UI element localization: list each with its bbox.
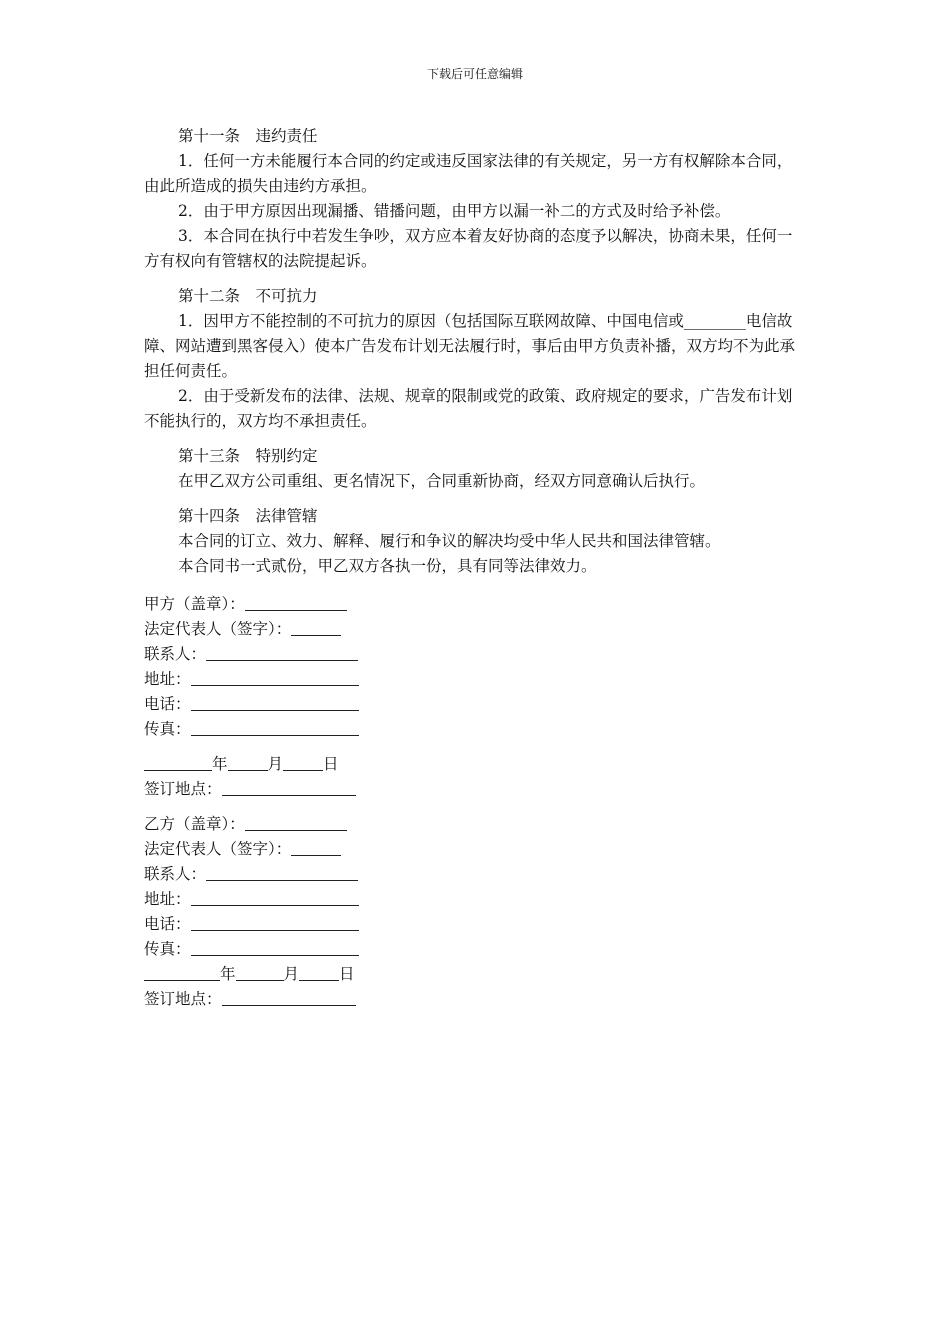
contract-body xyxy=(144,124,806,579)
party-b-contact-field[interactable] xyxy=(206,862,358,881)
section-11-para-3: 3．本合同在执行中若发生争吵，双方应本着友好协商的态度予以解决，协商未果，任何一方有权向有管辖权的法院提起诉。 xyxy=(144,227,793,270)
party-a-address-label: 地址： xyxy=(144,670,191,688)
party-b-seal-field[interactable] xyxy=(245,812,347,831)
party-b-place-field[interactable] xyxy=(222,987,356,1006)
section-14-title: 第十四条 法律管辖 xyxy=(178,507,318,525)
party-a-day-label: 日 xyxy=(323,755,339,773)
party-a-rep-label: 法定代表人（签字）： xyxy=(144,620,292,638)
party-b-address-label: 地址： xyxy=(144,890,191,908)
section-13-para-1: 在甲乙双方公司重组、更名情况下，合同重新协商，经双方同意确认后执行。 xyxy=(178,472,706,490)
party-b-seal-label: 乙方（盖章）： xyxy=(144,815,245,833)
page-header-note: 下载后可任意编辑 xyxy=(426,67,523,81)
party-a-year-label: 年 xyxy=(212,755,228,773)
party-b-phone-field[interactable] xyxy=(191,912,359,931)
party-a-place-field[interactable] xyxy=(222,777,356,796)
party-a-signature-block xyxy=(144,592,359,802)
party-a-address-field[interactable] xyxy=(191,667,359,686)
party-b-address-field[interactable] xyxy=(191,887,359,906)
party-a-day-field[interactable] xyxy=(283,752,323,771)
party-a-year-field[interactable] xyxy=(144,752,212,771)
party-a-month-field[interactable] xyxy=(228,752,268,771)
party-b-phone-label: 电话： xyxy=(144,915,191,933)
party-b-rep-field[interactable] xyxy=(291,837,341,856)
party-b-month-field[interactable] xyxy=(236,962,284,981)
party-a-contact-label: 联系人： xyxy=(144,645,207,663)
party-b-year-field[interactable] xyxy=(144,962,220,981)
party-a-phone-field[interactable] xyxy=(191,692,359,711)
section-12-para-2: 2．由于受新发布的法律、法规、规章的限制或党的政策、政府规定的要求，广告发布计划不能执行的，双方均不承担责任。 xyxy=(144,387,793,430)
party-a-contact-field[interactable] xyxy=(206,642,358,661)
party-a-seal-field[interactable] xyxy=(245,592,347,611)
party-a-month-label: 月 xyxy=(267,755,284,773)
party-a-phone-label: 电话： xyxy=(144,695,191,713)
party-b-day-label: 日 xyxy=(339,965,355,983)
section-14-para-1: 本合同的订立、效力、解释、履行和争议的解决均受中华人民共和国法律管辖。 xyxy=(178,532,721,550)
section-11-title: 第十一条 违约责任 xyxy=(178,127,318,145)
party-a-fax-label: 传真： xyxy=(144,720,191,738)
party-a-place-label: 签订地点： xyxy=(144,780,222,798)
party-b-fax-field[interactable] xyxy=(191,937,359,956)
party-b-signature-block xyxy=(144,812,359,1012)
section-11-para-1: 1．任何一方未能履行本合同的约定或违反国家法律的有关规定，另一方有权解除本合同，由此所造成的损失由违约方承担。 xyxy=(144,152,793,195)
section-14-para-2: 本合同书一式贰份，甲乙双方各执一份，具有同等法律效力。 xyxy=(178,557,597,575)
party-b-rep-label: 法定代表人（签字）： xyxy=(144,840,292,858)
section-13-title: 第十三条 特别约定 xyxy=(178,447,318,465)
party-b-contact-label: 联系人： xyxy=(144,865,207,883)
party-a-seal-label: 甲方（盖章）： xyxy=(144,595,245,613)
section-12-para-1: 1．因甲方不能控制的不可抗力的原因（包括国际互联网故障、中国电信或________电信故障、网站遭到黑客侵入）使本广告发布计划无法履行时，事后由甲方负责补播，双方均不为此承担任何责任。 xyxy=(144,312,796,380)
party-a-fax-field[interactable] xyxy=(191,717,359,736)
party-b-place-label: 签订地点： xyxy=(144,990,222,1008)
section-12-title: 第十二条 不可抗力 xyxy=(178,287,318,305)
section-11-para-2: 2．由于甲方原因出现漏播、错播问题，由甲方以漏一补二的方式及时给予补偿。 xyxy=(178,202,731,220)
party-b-fax-label: 传真： xyxy=(144,940,191,958)
party-a-rep-field[interactable] xyxy=(291,617,341,636)
party-b-day-field[interactable] xyxy=(299,962,339,981)
party-b-year-label: 年 xyxy=(220,965,236,983)
party-b-month-label: 月 xyxy=(283,965,300,983)
